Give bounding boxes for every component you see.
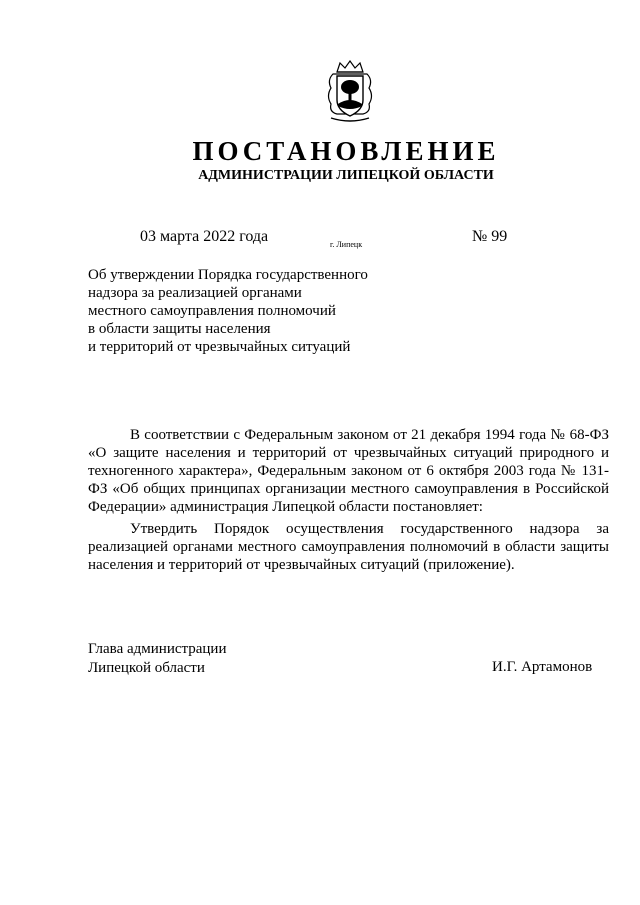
signatory-position-line: Липецкой области xyxy=(88,660,205,676)
subject-line: и территорий от чрезвычайных ситуаций xyxy=(88,339,351,355)
subject-line: в области защиты населения xyxy=(88,321,271,337)
body-paragraph: Утвердить Порядок осуществления государственного надзора за реализацией органами местного самоуправления полномочий в области защиты населения и территорий от чрезвычайных ситуаций (приложение). xyxy=(88,521,609,573)
document-title: ПОСТАНОВЛЕНИЕ xyxy=(192,136,500,166)
signatory-position xyxy=(88,640,226,678)
signatory-position-line: Глава администрации xyxy=(88,641,227,657)
coat-of-arms-emblem xyxy=(325,60,375,124)
document-body xyxy=(88,426,609,578)
signatory-name: И.Г. Артамонов xyxy=(492,659,593,675)
subject-line: Об утверждении Порядка государственного xyxy=(88,267,368,283)
document-subject xyxy=(88,266,408,356)
body-paragraph: В соответствии с Федеральным законом от 21 декабря 1994 года № 68-ФЗ «О защите населения и территорий от чрезвычайных ситуаций природного и техногенного характера», Федеральным законом от 6 октября 2003 года № 131-ФЗ «Об общих принципах организации местного самоуправления в Российской Федерации» администрация Липецкой области постановляет: xyxy=(88,427,609,515)
document-city: г. Липецк xyxy=(330,240,363,249)
document-subtitle: АДМИНИСТРАЦИИ ЛИПЕЦКОЙ ОБЛАСТИ xyxy=(198,168,494,183)
document-date: 03 марта 2022 года xyxy=(140,228,269,245)
subject-line: местного самоуправления полномочий xyxy=(88,303,336,319)
document-number: № 99 xyxy=(472,228,508,245)
subject-line: надзора за реализацией органами xyxy=(88,285,302,301)
